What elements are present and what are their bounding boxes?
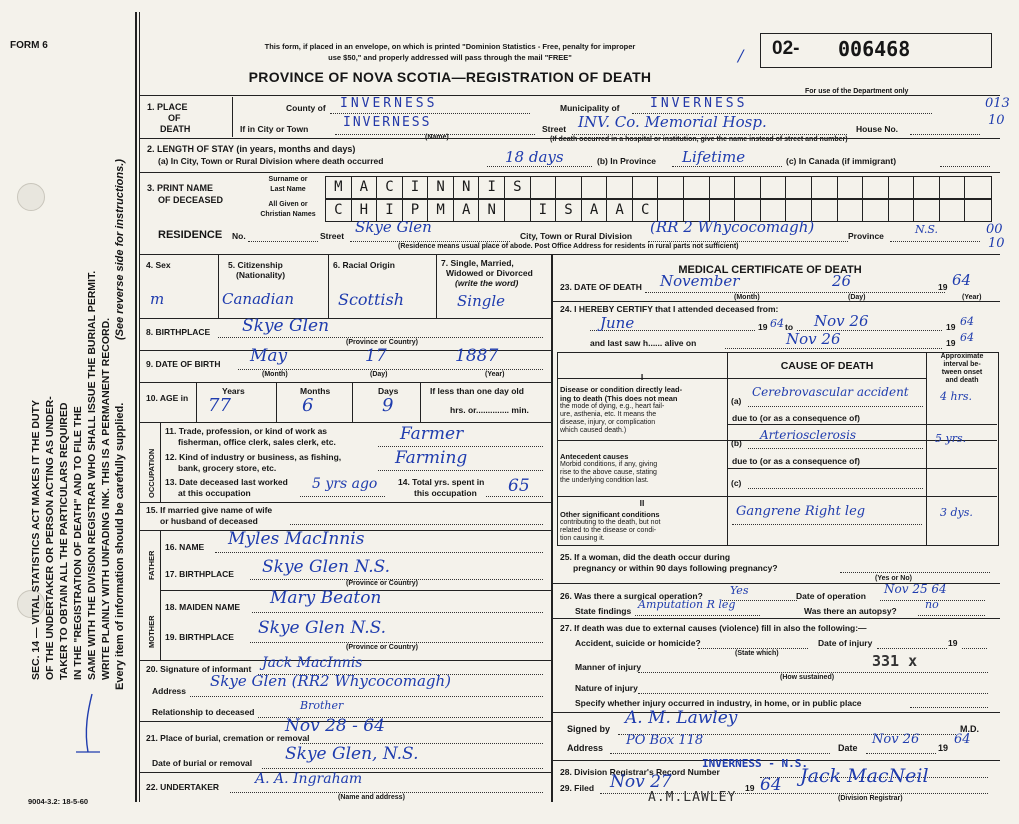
- disease-label-1: Disease or condition directly lead-: [560, 385, 683, 394]
- surgery-value: Yes: [730, 584, 749, 597]
- filed-label: 29. Filed: [560, 783, 595, 793]
- filed-value: Nov 27: [610, 772, 672, 792]
- city-value: INVERNESS: [343, 115, 432, 130]
- age-days-value: 9: [382, 395, 394, 416]
- given-name-empty-box: [812, 200, 838, 221]
- dob-year: 1887: [455, 346, 499, 366]
- dept-code-4: 10: [988, 236, 1005, 251]
- md-date-label: Date: [838, 743, 858, 753]
- racial-label: 6. Racial Origin: [333, 260, 395, 270]
- informant-address-label: Address: [152, 686, 187, 696]
- autopsy-label: Was there an autopsy?: [804, 606, 897, 616]
- due-to-1: due to (or as a consequence of): [732, 413, 860, 423]
- mother-side-label: MOTHER: [147, 615, 156, 648]
- father-birthplace-value: Skye Glen N.S.: [262, 557, 391, 577]
- stay-a-value: 18 days: [505, 148, 564, 166]
- dod-year: 64: [952, 271, 972, 289]
- surname-label-1: Surname or: [268, 176, 308, 183]
- other-label-1: Other significant conditions: [560, 510, 660, 519]
- death-registration-form: FORM 6 SEC. 14 — VITAL STATISTICS ACT MAKES IT THE DUTY OF THE UNDERTAKER OR PERSON ACTING AS UNDER- TAKER TO OBTAIN ALL THE PARTICULARS REQUIRED IN THE "REGISTRATION OF DEATH" AND TO FILE THE SAME WITH THE DIVISION REGISTRAR WHO SHALL ISSUE THE BURIAL PERMIT. WRITE PLAINLY WITH UNFADING INK. THIS IS A PERMANENT RECORD. Every item of information should be carefully supplied. (See reverse side for instructions.) This form, if placed in an envelope, on which is printed "Dominion Statistics - Free, penalty for improper use $50," and properly addressed will pass through the mail "FREE" PROVINCE OF NOVA SCOTIA—REGISTRATION OF DEATH 02- 006468 For use of the Department only 013 10 00 10 / 1. PLACE OF DEATH County of INVERNESS Municipality of INVERNESS If in City or Town INVERNESS (Name) Street INV. Co. Memorial Hosp. House No. (If death occurred in a hospital or institution, give the name instead of street and number) 2. LENGTH OF STAY (in years, months and days) (a) In City, Town or Rural Division where death occurred 18 days (b) In Province Lifetime (c) In Canada (if immigrant) 3. PRINT NAME OF DECEASED Surname or Last Name All Given or Christian Names M A C I N N I S C H I P M A N I S A A C RESIDENCE No. Street Skye Glen City, Town or Rural Division (RR 2 Whycocomagh) Province N.S. (Residence means usual place of abode. Post Office Address for residents in rural parts not sufficient) 4. Sex m 5. Citizenship (Nationality) Canadian 6. Racial Origin Scottish 7. Single, Married, Widowed or Divorced (write the word) Single 8. BIRTHPLACE Skye Glen (Province or Country) 9. DATE OF BIRTH May 17 1887 (Month) (Day) (Year) 10. AGE in Years Months Days 77 6 9 If less than one day old hrs. or.............. min. OCCUPATION 11. Trade, profession, or kind of work as fisherman, office clerk, sales clerk, etc. Farmer 12. Kind of industry or business, as fishing, bank, grocery store, etc. Farming 13. Date deceased last worked at this occupation 5 yrs ago 14. Total yrs. spent in this occupation 65 15. If married give name of wife or husband of deceased FATHER 16. NAME Myles MacInnis 17. BIRTHPLACE Skye Glen N.S. (Province or Country) MOTHER 18. MAIDEN NAME Mary Beaton 19. BIRTHPLACE Skye Glen N.S. (Province or Country) 20. Signature of informant Jack MacInnis Address Skye Glen (RR2 Whycocomagh) Relationship to deceased Brother 21. Place of burial, cremation or removal Date of burial or removal Nov 28 - 64 Skye Glen, N.S. 22. UNDERTAKER A. A. Ingraham (Name and address) 9004-3.2: 18-5-60 MEDICAL CERTIFICATE OF DEATH 23. DATE OF DEATH November 26 19 64 (Month) (Day) (Year) 24. I HEREBY CERTIFY that I attended deceased from: June 19 64 to Nov 26 19 64 and last saw h...... alive on Nov 26 19 64 CAUSE OF DEATH Approximate interval be- tween onset and death I Disease or condition directly lead- ing to death (This does not mean the mode of dying, e.g., heart fail- ure, asthenia, etc. It means the disease, injury, or complication which caused death.) (a) Cerebrovascular accident 4 hrs. due to (or as a consequence of) Antecedent causes Morbid conditions, if any, giving rise to the above cause, stating the underlying condition last. (b) Arteriosclerosis 5 yrs. due to (or as a consequence of) (c) II Other significant conditions contributing to the death, but not related to the disease or condi- tion causing it. Gangrene Right leg 3 dys. 25. If a woman, did the death occur during pregnancy or within 90 days following pregnancy? (Yes or No) 26. Was there a surgical operation? Yes Date of operation Nov 25 64 State findings Amputation R leg Was there an autopsy? no 27. If death was due to external causes (violence) fill in also the following:— Accident, suicide or homicide? (State which) Date of injury 19 Manner of injury 331 x (How sustained) Nature of injury Specify whether injury occurred in industry, in home, or in public place Signed by A. M. Lawley M.D. Address PO Box 118 Date Nov 26 19 64 28. Division Registrar's Record Number INVERNESS - N.S. 29. Filed Nov 27 19 64 Jack MacNeil (Division Registrar) A.M.LAWLEY: [0, 0, 1019, 824]
- last-saw-year: 64: [960, 331, 974, 344]
- surname-empty-box: [684, 177, 710, 198]
- given-name-empty-box: [965, 200, 991, 221]
- form-code: 9004-3.2: 18-5-60: [28, 797, 89, 806]
- place-heading-2: OF: [168, 113, 181, 123]
- other-label-4: tion causing it.: [560, 535, 605, 542]
- given-name-letter: S: [556, 200, 582, 221]
- interval-heading-1: Approximate: [940, 353, 984, 360]
- given-name-letter: C: [326, 200, 352, 221]
- industry-value: Farming: [395, 448, 468, 468]
- residence-division-value: (RR 2 Whycocomagh): [650, 218, 815, 236]
- registrar-record-label: 28. Division Registrar's Record Number: [560, 767, 720, 777]
- mother-maiden-label: 18. MAIDEN NAME: [165, 602, 241, 612]
- surname-empty-box: [659, 177, 685, 198]
- citizenship-label-2: (Nationality): [236, 270, 286, 280]
- given-name-letter: C: [633, 200, 659, 221]
- surname-letter: A: [352, 177, 378, 198]
- occupation-value: Farmer: [400, 424, 464, 444]
- dod-year-prefix: 19: [938, 282, 948, 292]
- side-instruction-3: TAKER TO OBTAIN ALL THE PARTICULARS REQUIRED: [58, 402, 70, 680]
- undertaker-label: 22. UNDERTAKER: [146, 782, 220, 792]
- less-than-day-1: If less than one day old: [430, 386, 524, 396]
- dod-day-caption: (Day): [848, 294, 866, 301]
- surname-empty-box: [940, 177, 966, 198]
- father-name-label: 16. NAME: [165, 542, 205, 552]
- dept-tick: /: [738, 46, 744, 65]
- total-years-value: 65: [508, 476, 530, 496]
- injury-year-prefix: 19: [948, 638, 958, 648]
- surname-empty-box: [607, 177, 633, 198]
- county-value: INVERNESS: [340, 96, 438, 111]
- registration-number: 006468: [838, 37, 911, 61]
- mother-birthplace-value: Skye Glen N.S.: [258, 618, 387, 638]
- interval-heading-2: interval be-: [943, 361, 981, 368]
- surname-letter: C: [377, 177, 403, 198]
- registration-prefix: 02-: [772, 38, 800, 59]
- given-name-letter: [505, 200, 531, 221]
- op-date-value: Nov 25 64: [884, 582, 947, 596]
- city-label: If in City or Town: [240, 124, 309, 134]
- informant-sig-label: 20. Signature of informant: [146, 664, 252, 674]
- surname-empty-box: [965, 177, 991, 198]
- stay-a-label: (a) In City, Town or Rural Division where death occurred: [158, 156, 384, 166]
- marital-label-2: Widowed or Divorced: [446, 268, 533, 278]
- street-value: INV. Co. Memorial Hosp.: [578, 113, 767, 131]
- mother-maiden-value: Mary Beaton: [270, 588, 382, 608]
- mother-birthplace-label: 19. BIRTHPLACE: [165, 632, 234, 642]
- place-divider: [232, 97, 233, 137]
- residence-province-label: Province: [848, 231, 884, 241]
- given-name-letter: N: [479, 200, 505, 221]
- given-name-letter: I: [531, 200, 557, 221]
- form-left-border: [135, 12, 137, 802]
- cause-a-interval: 4 hrs.: [940, 390, 972, 403]
- last-saw-label: and last saw h...... alive on: [590, 338, 697, 348]
- nature-label: Nature of injury: [575, 683, 638, 693]
- surname-label-2: Last Name: [270, 186, 306, 193]
- birthplace-value: Skye Glen: [242, 316, 330, 336]
- name-heading-1: 3. PRINT NAME: [147, 183, 214, 193]
- dod-day: 26: [832, 272, 852, 290]
- birthplace-caption: (Province or Country): [346, 339, 418, 346]
- dept-code-1: 013: [985, 96, 1010, 111]
- side-instruction-4: IN THE "REGISTRATION OF DEATH" AND TO FILE THE: [72, 406, 84, 680]
- surgery-q26-label: 26. Was there a surgical operation?: [560, 591, 703, 601]
- medical-heading: MEDICAL CERTIFICATE OF DEATH: [678, 264, 862, 276]
- father-side-label: FATHER: [147, 550, 156, 580]
- dod-month: November: [660, 272, 740, 290]
- cause-b-value: Arteriosclerosis: [760, 428, 857, 442]
- surname-empty-box: [914, 177, 940, 198]
- surname-empty-box: [838, 177, 864, 198]
- undertaker-caption: (Name and address): [338, 794, 405, 801]
- given-name-letter: P: [403, 200, 429, 221]
- manner-label: Manner of injury: [575, 662, 642, 672]
- sex-label: 4. Sex: [146, 260, 171, 270]
- municipality-value: INVERNESS: [650, 96, 748, 111]
- father-name-value: Myles MacInnis: [228, 529, 365, 549]
- surname-letter: I: [479, 177, 505, 198]
- disease-label-6: which caused death.): [560, 427, 627, 434]
- other-condition-value: Gangrene Right leg: [736, 504, 866, 519]
- county-label: County of: [286, 103, 326, 113]
- side-instruction-5: SAME WITH THE DIVISION REGISTRAR WHO SHALL ISSUE THE BURIAL PERMIT.: [86, 270, 98, 680]
- given-name-empty-box: [914, 200, 940, 221]
- interval-heading-3: tween onset: [941, 369, 983, 376]
- municipality-label: Municipality of: [560, 103, 620, 113]
- yes-no-caption: (Yes or No): [875, 575, 912, 582]
- citizenship-value: Canadian: [222, 290, 295, 308]
- surname-empty-box: [735, 177, 761, 198]
- age-days-label: Days: [378, 386, 399, 396]
- place-heading-1: 1. PLACE: [147, 102, 188, 112]
- burial-date-value: Nov 28 - 64: [285, 716, 385, 736]
- mother-birthplace-caption: (Province or Country): [346, 644, 418, 651]
- city-name-caption: (Name): [425, 134, 449, 141]
- roman-one: I: [640, 372, 644, 382]
- disease-label-3: the mode of dying, e.g., heart fail-: [560, 403, 665, 410]
- surname-empty-box: [582, 177, 608, 198]
- md-address-value: PO Box 118: [626, 733, 704, 748]
- dod-month-caption: (Month): [734, 294, 760, 301]
- place-heading-3: DEATH: [160, 124, 191, 134]
- antecedent-label-2: Morbid conditions, if any, giving: [560, 461, 658, 468]
- surname-empty-box: [812, 177, 838, 198]
- attended-from-value: June: [600, 314, 635, 332]
- residence-street-value: Skye Glen: [355, 218, 432, 236]
- marital-label-3: (write the word): [455, 278, 519, 288]
- form-number: FORM 6: [10, 40, 48, 51]
- dob-day: 17: [365, 346, 387, 366]
- name-heading-2: OF DECEASED: [158, 195, 224, 205]
- surname-empty-box: [556, 177, 582, 198]
- pregnancy-q25-2: pregnancy or within 90 days following pregnancy?: [573, 563, 778, 573]
- father-birthplace-caption: (Province or Country): [346, 580, 418, 587]
- given-name-empty-box: [838, 200, 864, 221]
- form-title: PROVINCE OF NOVA SCOTIA—REGISTRATION OF DEATH: [248, 69, 652, 85]
- surname-letter: I: [403, 177, 429, 198]
- dob-year-caption: (Year): [485, 371, 505, 378]
- occupation-q11-1: 11. Trade, profession, or kind of work as: [165, 426, 328, 436]
- marital-value: Single: [457, 292, 506, 310]
- md-date-value: Nov 26: [872, 732, 920, 747]
- cause-a-value: Cerebrovascular accident: [752, 385, 909, 399]
- last-saw-value: Nov 26: [786, 330, 841, 348]
- racial-value: Scottish: [338, 290, 405, 309]
- interval-heading-4: and death: [945, 377, 979, 384]
- autopsy-value: no: [925, 598, 939, 611]
- filed-year: 64: [760, 775, 782, 795]
- dob-month-caption: (Month): [262, 371, 288, 378]
- relationship-label: Relationship to deceased: [152, 707, 255, 717]
- md-label: M.D.: [960, 724, 979, 734]
- surname-letter: N: [454, 177, 480, 198]
- given-name-letter: A: [607, 200, 633, 221]
- form-left-border-inner: [139, 12, 140, 802]
- accident-label: Accident, suicide or homicide?: [575, 638, 701, 648]
- antecedent-label-3: rise to the above cause, stating: [560, 469, 657, 476]
- dept-code-2: 10: [988, 113, 1005, 128]
- informant-sig-value: Jack MacInnis: [262, 655, 363, 671]
- envelope-note-2: use $50," and properly addressed will pass through the mail "FREE": [328, 53, 572, 62]
- informant-address-value: Skye Glen (RR2 Whycocomagh): [210, 672, 452, 690]
- registrar-record-value: INVERNESS - N.S.: [702, 757, 808, 770]
- dob-label: 9. DATE OF BIRTH: [146, 359, 221, 369]
- dod-year-caption: (Year): [962, 294, 982, 301]
- pregnancy-q25-1: 25. If a woman, did the death occur during: [560, 552, 731, 562]
- total-years-q14-2: this occupation: [414, 488, 477, 498]
- findings-label: State findings: [575, 606, 632, 616]
- occupation-side-label: OCCUPATION: [147, 448, 156, 498]
- signed-by-label: Signed by: [567, 724, 611, 734]
- manner-note: 331 x: [872, 652, 918, 670]
- given-name-letter: A: [582, 200, 608, 221]
- dept-code-3: 00: [986, 222, 1003, 237]
- how-sustained-caption: (How sustained): [780, 674, 835, 681]
- injury-date-label: Date of injury: [818, 638, 873, 648]
- street-label: Street: [542, 124, 567, 134]
- occupation-q11-2: fisherman, office clerk, sales clerk, etc.: [178, 437, 336, 447]
- antecedent-label-1: Antecedent causes: [560, 452, 629, 461]
- residence-heading: RESIDENCE: [158, 229, 223, 241]
- given-name-letter: H: [352, 200, 378, 221]
- specify-note: Specify whether injury occurred in industry, in home, or in public place: [575, 698, 862, 708]
- surname-empty-box: [761, 177, 787, 198]
- disease-label-5: disease, injury, or complication: [560, 419, 656, 426]
- total-years-q14-1: 14. Total yrs. spent in: [398, 477, 485, 487]
- undertaker-value: A. A. Ingraham: [255, 771, 363, 787]
- dept-use-label: For use of the Department only: [805, 88, 909, 95]
- signed-by-value: A. M. Lawley: [625, 708, 738, 728]
- given-name-empty-box: [863, 200, 889, 221]
- findings-value: Amputation R leg: [638, 598, 736, 611]
- surname-letter: M: [326, 177, 352, 198]
- surname-letter-boxes: [325, 176, 992, 199]
- last-worked-q13-1: 13. Date deceased last worked: [165, 477, 288, 487]
- citizenship-label-1: 5. Citizenship: [228, 260, 283, 270]
- date-of-death-label: 23. DATE OF DEATH: [560, 282, 642, 292]
- side-instruction-2: OF THE UNDERTAKER OR PERSON ACTING AS UNDER-: [44, 396, 56, 680]
- given-label-1: All Given or: [268, 201, 308, 208]
- age-years-value: 77: [208, 395, 231, 416]
- given-name-empty-box: [889, 200, 915, 221]
- disease-label-2: ing to death (This does not mean: [560, 394, 678, 403]
- registrar-caption: (Division Registrar): [838, 795, 903, 802]
- surname-empty-box: [863, 177, 889, 198]
- left-margin-marks: [70, 690, 110, 760]
- stamp-text: A.M.LAWLEY: [648, 790, 737, 805]
- envelope-note-1: This form, if placed in an envelope, on which is printed "Dominion Statistics - Free, penalty for improper: [264, 42, 636, 51]
- residence-note: (Residence means usual place of abode. Post Office Address for residents in rural parts not sufficient): [398, 243, 739, 250]
- side-instruction-7: Every item of information should be carefully supplied.: [114, 402, 126, 690]
- hospital-note: (If death occurred in a hospital or institution, give the name instead of street and number): [550, 136, 848, 143]
- punch-hole-top: [17, 183, 45, 211]
- burial-place-value: Skye Glen, N.S.: [285, 744, 419, 764]
- given-label-2: Christian Names: [260, 211, 316, 218]
- side-reverse-note: (See reverse side for instructions.): [114, 159, 126, 340]
- attended-from-year: 64: [770, 317, 784, 330]
- stay-b-value: Lifetime: [682, 148, 746, 166]
- surname-letter: N: [428, 177, 454, 198]
- surname-empty-box: [531, 177, 557, 198]
- registrar-signature: Jack MacNeil: [800, 765, 929, 787]
- md-address-label: Address: [567, 743, 604, 753]
- op-date-label: Date of operation: [796, 591, 866, 601]
- given-name-letter: I: [377, 200, 403, 221]
- relationship-value: Brother: [300, 699, 344, 712]
- given-name-letter: M: [428, 200, 454, 221]
- surname-empty-box: [633, 177, 659, 198]
- due-to-2: due to (or as a consequence of): [732, 456, 860, 466]
- marital-label-1: 7. Single, Married,: [441, 258, 514, 268]
- residence-no-label: No.: [232, 231, 246, 241]
- age-months-value: 6: [302, 395, 314, 416]
- md-date-year: 64: [954, 732, 971, 747]
- roman-two: II: [639, 498, 645, 508]
- cause-b-interval: 5 yrs.: [935, 432, 967, 445]
- surname-letter: S: [505, 177, 531, 198]
- age-months-label: Months: [300, 386, 331, 396]
- age-years-label: Years: [222, 386, 245, 396]
- side-instruction-1: SEC. 14 — VITAL STATISTICS ACT MAKES IT THE DUTY: [30, 399, 42, 680]
- age-label: 10. AGE in: [146, 393, 189, 403]
- main-column-divider: [551, 254, 553, 802]
- less-than-day-2: hrs. or.............. min.: [450, 405, 529, 415]
- dob-month: May: [250, 346, 288, 366]
- other-label-2: contributing to the death, but not: [560, 519, 661, 526]
- form-top-rule: [140, 95, 1000, 96]
- side-instruction-6: WRITE PLAINLY WITH UNFADING INK. THIS IS A PERMANENT RECORD.: [100, 317, 112, 680]
- stay-c-label: (c) In Canada (if immigrant): [786, 156, 897, 166]
- father-birthplace-label: 17. BIRTHPLACE: [165, 569, 234, 579]
- dob-day-caption: (Day): [370, 371, 388, 378]
- house-label: House No.: [856, 124, 899, 134]
- stay-heading: 2. LENGTH OF STAY (in years, months and days): [147, 144, 356, 154]
- antecedent-label-4: the underlying condition last.: [560, 477, 649, 484]
- last-worked-value: 5 yrs ago: [312, 476, 378, 492]
- spouse-label-1: 15. If married give name of wife: [146, 505, 273, 515]
- given-name-empty-box: [940, 200, 966, 221]
- other-condition-interval: 3 dys.: [940, 506, 973, 519]
- stay-b-label: (b) In Province: [597, 156, 657, 166]
- spouse-label-2: or husband of deceased: [160, 516, 258, 526]
- burial-place-label: 21. Place of burial, cremation or removal: [146, 733, 310, 743]
- residence-division-label: City, Town or Rural Division: [520, 231, 633, 241]
- certify-label: 24. I HEREBY CERTIFY that I attended deceased from:: [560, 304, 779, 314]
- birthplace-label: 8. BIRTHPLACE: [146, 327, 211, 337]
- state-which-caption: (State which): [735, 650, 779, 657]
- attended-to-year: 64: [960, 315, 974, 328]
- last-worked-q13-2: at this occupation: [178, 488, 251, 498]
- external-q27: 27. If death was due to external causes (violence) fill in also the following:—: [560, 623, 867, 633]
- surname-empty-box: [889, 177, 915, 198]
- industry-q12-1: 12. Kind of industry or business, as fishing,: [165, 452, 342, 462]
- burial-date-label: Date of burial or removal: [152, 758, 253, 768]
- surname-empty-box: [710, 177, 736, 198]
- given-name-letter: A: [454, 200, 480, 221]
- industry-q12-2: bank, grocery store, etc.: [178, 463, 277, 473]
- other-label-3: related to the disease or condi-: [560, 527, 657, 534]
- attended-to-value: Nov 26: [814, 312, 869, 330]
- cause-heading: CAUSE OF DEATH: [780, 360, 874, 372]
- residence-street-label: Street: [320, 231, 345, 241]
- md-date-year-prefix: 19: [938, 743, 949, 753]
- sex-value: m: [150, 290, 165, 308]
- residence-province-value: N.S.: [915, 223, 939, 236]
- disease-label-4: ure, asthenia, etc. It means the: [560, 411, 657, 418]
- surname-empty-box: [786, 177, 812, 198]
